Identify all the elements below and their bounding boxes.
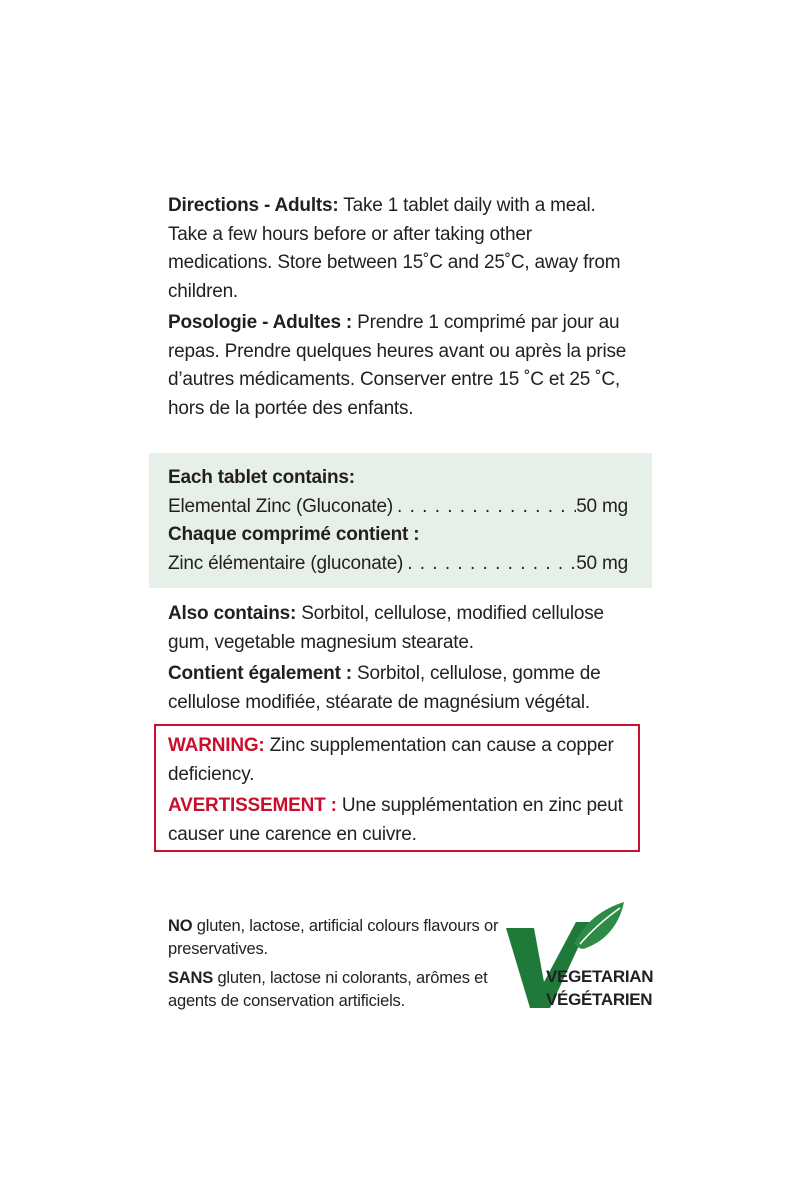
allergen-en [168, 915, 508, 961]
directions-section [168, 192, 638, 423]
contents-fr-heading [168, 521, 628, 550]
leader-dots [393, 493, 576, 522]
leader-dots [403, 550, 576, 579]
allergen-fr-text: gluten, lactose ni colorants, arômes et agents de conservation artificiels. [168, 969, 488, 1010]
directions-fr-text: Prendre 1 comprimé par jour au repas. Prendre quelques heures avant ou après la prise d’autres médicaments. Conserver entre 15 ˚C et 25 ˚C, hors de la portée des enfants. [168, 312, 627, 419]
also-contains-fr-text: Sorbitol, cellulose, gomme de cellulose modifiée, stéarate de magnésium végétal. [168, 663, 601, 713]
vegetarian-label-en: VEGETARIAN [546, 967, 654, 986]
vegetarian-label-fr: VÉGÉTARIEN [546, 990, 653, 1009]
warning-en-label: WARNING: [168, 735, 265, 756]
also-contains-en-text: Sorbitol, cellulose, modified cellulose gum, vegetable magnesium stearate. [168, 603, 604, 653]
directions-en-text: Take 1 tablet daily with a meal. Take a few hours before or after taking other medications. Store between 15˚C and 25˚C, away from children. [168, 195, 621, 302]
contents-section [168, 464, 628, 578]
warning-en [168, 732, 628, 789]
ingredient-en: Elemental Zinc (Gluconate) [168, 495, 394, 517]
contents-fr-heading-text: Chaque comprimé contient : [168, 524, 420, 545]
contents-en-heading [168, 464, 628, 493]
also-contains-en [168, 600, 648, 657]
directions-en [168, 192, 638, 306]
warning-fr [168, 792, 628, 849]
allergen-fr-label: SANS [168, 969, 214, 987]
warning-fr-label: AVERTISSEMENT : [168, 795, 337, 816]
ingredient-fr: Zinc élémentaire (gluconate) [168, 552, 404, 574]
amount-en: 50 mg [576, 495, 628, 517]
warning-en-text: Zinc supplementation can cause a copper deficiency. [168, 735, 614, 785]
also-contains-fr-label: Contient également : [168, 663, 352, 684]
warning-fr-text: Une supplémentation en zinc peut causer une carence en cuivre. [168, 795, 623, 845]
allergen-fr [168, 967, 508, 1013]
also-contains-en-label: Also contains: [168, 603, 297, 624]
warning-section [168, 732, 628, 849]
also-contains-section [168, 600, 648, 717]
contents-fr-row [168, 550, 628, 579]
allergen-en-text: gluten, lactose, artificial colours flavours or preservatives. [168, 917, 499, 958]
directions-fr [168, 309, 638, 423]
directions-en-label: Directions - Adults: [168, 195, 339, 216]
amount-fr: 50 mg [576, 552, 628, 574]
allergen-section [168, 915, 508, 1013]
directions-fr-label: Posologie - Adultes : [168, 312, 353, 333]
also-contains-fr [168, 660, 648, 717]
contents-en-row [168, 493, 628, 522]
contents-en-heading-text: Each tablet contains: [168, 467, 355, 488]
allergen-en-label: NO [168, 917, 193, 935]
